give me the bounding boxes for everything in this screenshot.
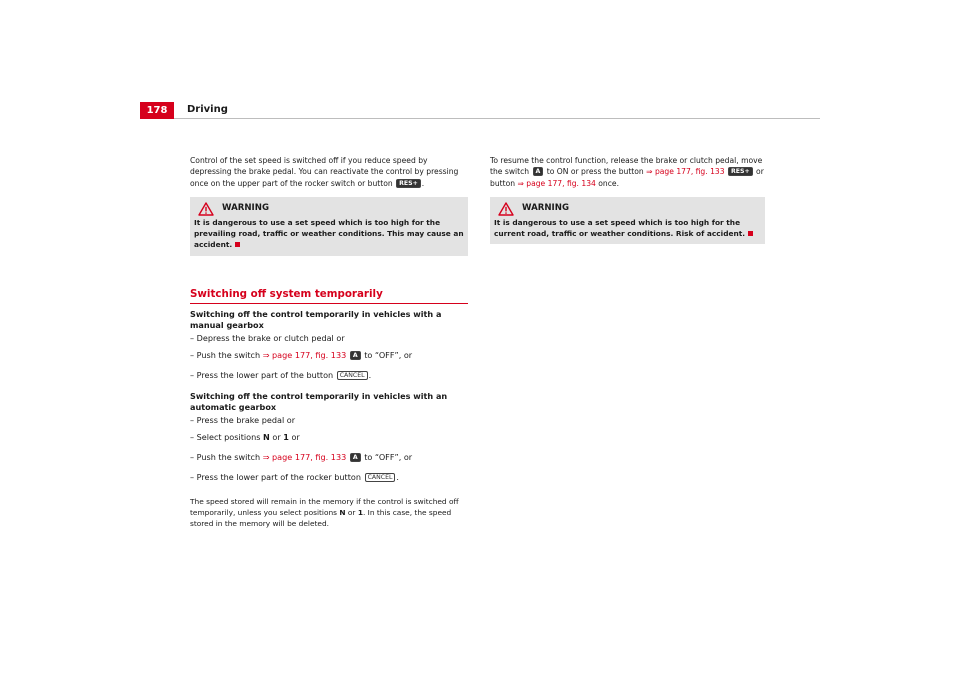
intro-paragraph <box>190 155 468 189</box>
step-text: to “OFF”, or <box>361 350 413 361</box>
manual-heading: Switching off the control temporarily in vehicles with a manual gearbox <box>190 308 442 330</box>
left-column <box>190 155 468 529</box>
position-1: 1 <box>357 507 363 517</box>
automatic-heading: Switching off the control temporarily in vehicles with an automatic gearbox <box>190 390 448 412</box>
page-reference-link[interactable]: ⇒ page 177, fig. 133 <box>262 452 347 463</box>
intro-text: Control of the set speed is switched off if you reduce speed by depressing the brake pedal. You can reactivate the control by pressing once on the upper part of the rocker switch or button <box>190 156 459 188</box>
res-plus-key: RES+ <box>396 179 421 188</box>
note-text: or <box>345 507 358 517</box>
position-n: N <box>339 507 346 517</box>
warning-body: It is dangerous to use a set speed which is too high for the prevailing road, traffic or weather conditions. This may cause an accident. <box>194 217 464 250</box>
step-text: – Push the switch <box>190 350 263 361</box>
memory-note <box>190 496 468 529</box>
switch-a-key: A <box>533 167 544 176</box>
step-text: – Push the switch <box>190 452 263 463</box>
automatic-step-4 <box>190 467 468 487</box>
manual-step-1: – Depress the brake or clutch pedal or <box>190 333 345 344</box>
header-divider <box>174 118 820 119</box>
warning-header <box>194 202 464 216</box>
resume-text: To resume the control function, release the brake or clutch pedal, move the switch <box>490 156 763 177</box>
manual-step-3 <box>190 365 468 385</box>
warning-text <box>194 217 464 251</box>
automatic-step-2 <box>190 427 468 447</box>
right-column <box>490 155 765 244</box>
switch-a-key: A <box>350 351 361 360</box>
step-text: – Select positions <box>190 432 264 442</box>
cancel-key: CANCEL <box>337 371 368 380</box>
note-text: . In this case, the speed stored in the memory will be deleted. <box>190 507 452 528</box>
switch-a-key: A <box>350 453 361 462</box>
warning-box <box>490 197 765 245</box>
chapter-title: Driving <box>187 104 228 115</box>
page-header <box>140 102 820 119</box>
resume-text: to ON or press the button <box>544 167 647 177</box>
page-reference-link[interactable]: ⇒ page 177, fig. 133 <box>262 350 347 361</box>
step-text: to “OFF”, or <box>361 452 413 463</box>
warning-title: WARNING <box>222 203 269 214</box>
section-title: Switching off system temporarily <box>190 288 468 304</box>
warning-text <box>494 217 761 240</box>
automatic-step-3 <box>190 447 468 467</box>
step-text: – Press the lower part of the rocker button <box>190 472 364 483</box>
resume-text: once. <box>595 178 620 188</box>
intro-end: . <box>421 178 425 188</box>
position-1: 1 <box>283 432 289 442</box>
manual-step-2 <box>190 345 468 365</box>
cancel-key: CANCEL <box>365 473 396 482</box>
page-reference-link[interactable]: ⇒ page 177, fig. 134 <box>517 178 596 188</box>
position-n: N <box>263 432 270 442</box>
step-text: . <box>368 370 372 381</box>
step-text: or <box>288 432 300 442</box>
end-of-section-marker <box>748 231 753 236</box>
warning-box <box>190 197 468 256</box>
warning-triangle-icon <box>198 202 214 216</box>
step-text: . <box>396 472 399 483</box>
step-text: – Press the lower part of the button <box>190 370 336 381</box>
warning-triangle-icon <box>498 202 514 216</box>
res-plus-key: RES+ <box>728 167 753 176</box>
note-text: The speed stored will remain in the memory if the control is switched off temporarily, unless you select positions <box>190 496 459 517</box>
page-number: 178 <box>140 102 174 119</box>
warning-title: WARNING <box>522 203 569 214</box>
page-reference-link[interactable]: ⇒ page 177, fig. 133 <box>646 167 725 177</box>
automatic-step-1: – Press the brake pedal or <box>190 415 296 425</box>
resume-paragraph <box>490 155 765 189</box>
warning-body: It is dangerous to use a set speed which is too high for the current road, traffic or weather conditions. Risk of accident. <box>494 217 746 239</box>
end-of-section-marker <box>235 242 240 247</box>
resume-text: or button <box>490 167 764 188</box>
warning-header <box>494 202 761 216</box>
step-text: or <box>269 432 284 442</box>
